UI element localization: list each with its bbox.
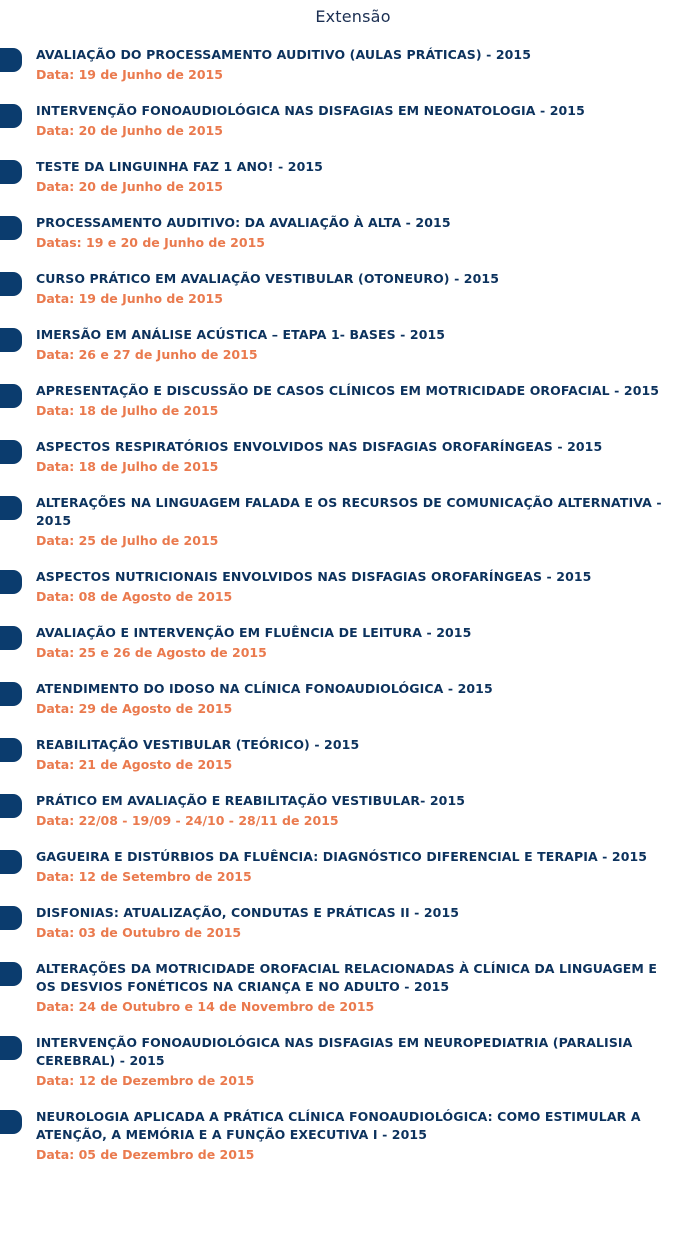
course-date: Data: 29 de Agosto de 2015 [36, 701, 233, 716]
course-title[interactable]: AVALIAÇÃO E INTERVENÇÃO EM FLUÊNCIA DE LEITURA - 2015 [36, 625, 472, 640]
course-item[interactable] [0, 736, 700, 774]
course-date: Data: 21 de Agosto de 2015 [36, 757, 233, 772]
course-date: Data: 20 de Junho de 2015 [36, 179, 223, 194]
course-date: Data: 19 de Junho de 2015 [36, 291, 223, 306]
bullet-icon [0, 384, 22, 408]
bullet-icon [0, 682, 22, 706]
course-date: Data: 26 e 27 de Junho de 2015 [36, 347, 258, 362]
course-date: Data: 08 de Agosto de 2015 [36, 589, 233, 604]
bullet-icon [0, 496, 22, 520]
bullet-icon [0, 48, 22, 72]
course-date: Data: 25 e 26 de Agosto de 2015 [36, 645, 267, 660]
course-date: Data: 22/08 - 19/09 - 24/10 - 28/11 de 2015 [36, 813, 339, 828]
bullet-icon [0, 906, 22, 930]
bullet-icon [0, 216, 22, 240]
bullet-icon [0, 626, 22, 650]
bullet-icon [0, 1036, 22, 1060]
page-title: Extensão [315, 7, 391, 26]
course-title[interactable]: ALTERAÇÕES DA MOTRICIDADE OROFACIAL RELACIONADAS À CLÍNICA DA LINGUAGEM E OS DESVIOS FONÉTICOS NA CRIANÇA E NO ADULTO - 2015 [36, 961, 658, 994]
bullet-icon [0, 570, 22, 594]
course-date: Data: 12 de Setembro de 2015 [36, 869, 252, 884]
course-title[interactable]: CURSO PRÁTICO EM AVALIAÇÃO VESTIBULAR (OTONEURO) - 2015 [36, 271, 499, 286]
course-title[interactable]: TESTE DA LINGUINHA FAZ 1 ANO! - 2015 [36, 159, 323, 174]
course-title[interactable]: ASPECTOS NUTRICIONAIS ENVOLVIDOS NAS DISFAGIAS OROFARÍNGEAS - 2015 [36, 569, 592, 584]
course-date: Datas: 19 e 20 de Junho de 2015 [36, 235, 265, 250]
course-date: Data: 24 de Outubro e 14 de Novembro de 2015 [36, 999, 375, 1014]
course-item[interactable] [0, 382, 700, 420]
course-title[interactable]: REABILITAÇÃO VESTIBULAR (TEÓRICO) - 2015 [36, 737, 360, 752]
course-date: Data: 12 de Dezembro de 2015 [36, 1073, 255, 1088]
course-item[interactable] [0, 214, 700, 252]
course-title[interactable]: ALTERAÇÕES NA LINGUAGEM FALADA E OS RECURSOS DE COMUNICAÇÃO ALTERNATIVA - 2015 [36, 495, 662, 528]
bullet-icon [0, 328, 22, 352]
course-date: Data: 03 de Outubro de 2015 [36, 925, 242, 940]
course-item[interactable] [0, 680, 700, 718]
course-title[interactable]: DISFONIAS: ATUALIZAÇÃO, CONDUTAS E PRÁTICAS II - 2015 [36, 905, 460, 920]
course-item[interactable] [0, 46, 700, 84]
bullet-icon [0, 1110, 22, 1134]
course-item[interactable] [0, 158, 700, 196]
course-date: Data: 19 de Junho de 2015 [36, 67, 223, 82]
bullet-icon [0, 962, 22, 986]
course-date: Data: 05 de Dezembro de 2015 [36, 1147, 255, 1162]
bullet-icon [0, 160, 22, 184]
course-title[interactable]: GAGUEIRA E DISTÚRBIOS DA FLUÊNCIA: DIAGNÓSTICO DIFERENCIAL E TERAPIA - 2015 [36, 849, 648, 864]
course-item[interactable] [0, 326, 700, 364]
course-item[interactable] [0, 960, 700, 1016]
course-title[interactable]: APRESENTAÇÃO E DISCUSSÃO DE CASOS CLÍNICOS EM MOTRICIDADE OROFACIAL - 2015 [36, 383, 660, 398]
course-item[interactable] [0, 270, 700, 308]
bullet-icon [0, 104, 22, 128]
course-title[interactable]: AVALIAÇÃO DO PROCESSAMENTO AUDITIVO (AULAS PRÁTICAS) - 2015 [36, 47, 532, 62]
course-date: Data: 18 de Julho de 2015 [36, 459, 219, 474]
bullet-icon [0, 738, 22, 762]
course-item[interactable] [0, 848, 700, 886]
course-item[interactable] [0, 494, 700, 550]
course-item[interactable] [0, 792, 700, 830]
course-item[interactable] [0, 904, 700, 942]
bullet-icon [0, 794, 22, 818]
bullet-icon [0, 850, 22, 874]
course-item[interactable] [0, 1108, 700, 1164]
course-date: Data: 18 de Julho de 2015 [36, 403, 219, 418]
course-title[interactable]: PROCESSAMENTO AUDITIVO: DA AVALIAÇÃO À ALTA - 2015 [36, 215, 451, 230]
course-title[interactable]: ATENDIMENTO DO IDOSO NA CLÍNICA FONOAUDIOLÓGICA - 2015 [36, 681, 493, 696]
course-title[interactable]: PRÁTICO EM AVALIAÇÃO E REABILITAÇÃO VESTIBULAR- 2015 [36, 793, 466, 808]
course-item[interactable] [0, 438, 700, 476]
course-title[interactable]: IMERSÃO EM ANÁLISE ACÚSTICA – ETAPA 1- BASES - 2015 [36, 327, 446, 342]
course-item[interactable] [0, 102, 700, 140]
course-item[interactable] [0, 568, 700, 606]
course-title[interactable]: INTERVENÇÃO FONOAUDIOLÓGICA NAS DISFAGIAS EM NEUROPEDIATRIA (PARALISIA CEREBRAL) - 2015 [36, 1035, 633, 1068]
course-title[interactable]: ASPECTOS RESPIRATÓRIOS ENVOLVIDOS NAS DISFAGIAS OROFARÍNGEAS - 2015 [36, 439, 603, 454]
course-date: Data: 25 de Julho de 2015 [36, 533, 219, 548]
bullet-icon [0, 272, 22, 296]
course-title[interactable]: NEUROLOGIA APLICADA A PRÁTICA CLÍNICA FONOAUDIOLÓGICA: COMO ESTIMULAR A ATENÇÃO, A MEMÓRIA E A FUNÇÃO EXECUTIVA I - 2015 [36, 1109, 641, 1142]
bullet-icon [0, 440, 22, 464]
course-title[interactable]: INTERVENÇÃO FONOAUDIOLÓGICA NAS DISFAGIAS EM NEONATOLOGIA - 2015 [36, 103, 585, 118]
course-item[interactable] [0, 1034, 700, 1090]
course-date: Data: 20 de Junho de 2015 [36, 123, 223, 138]
course-item[interactable] [0, 624, 700, 662]
course-list [0, 46, 700, 1182]
